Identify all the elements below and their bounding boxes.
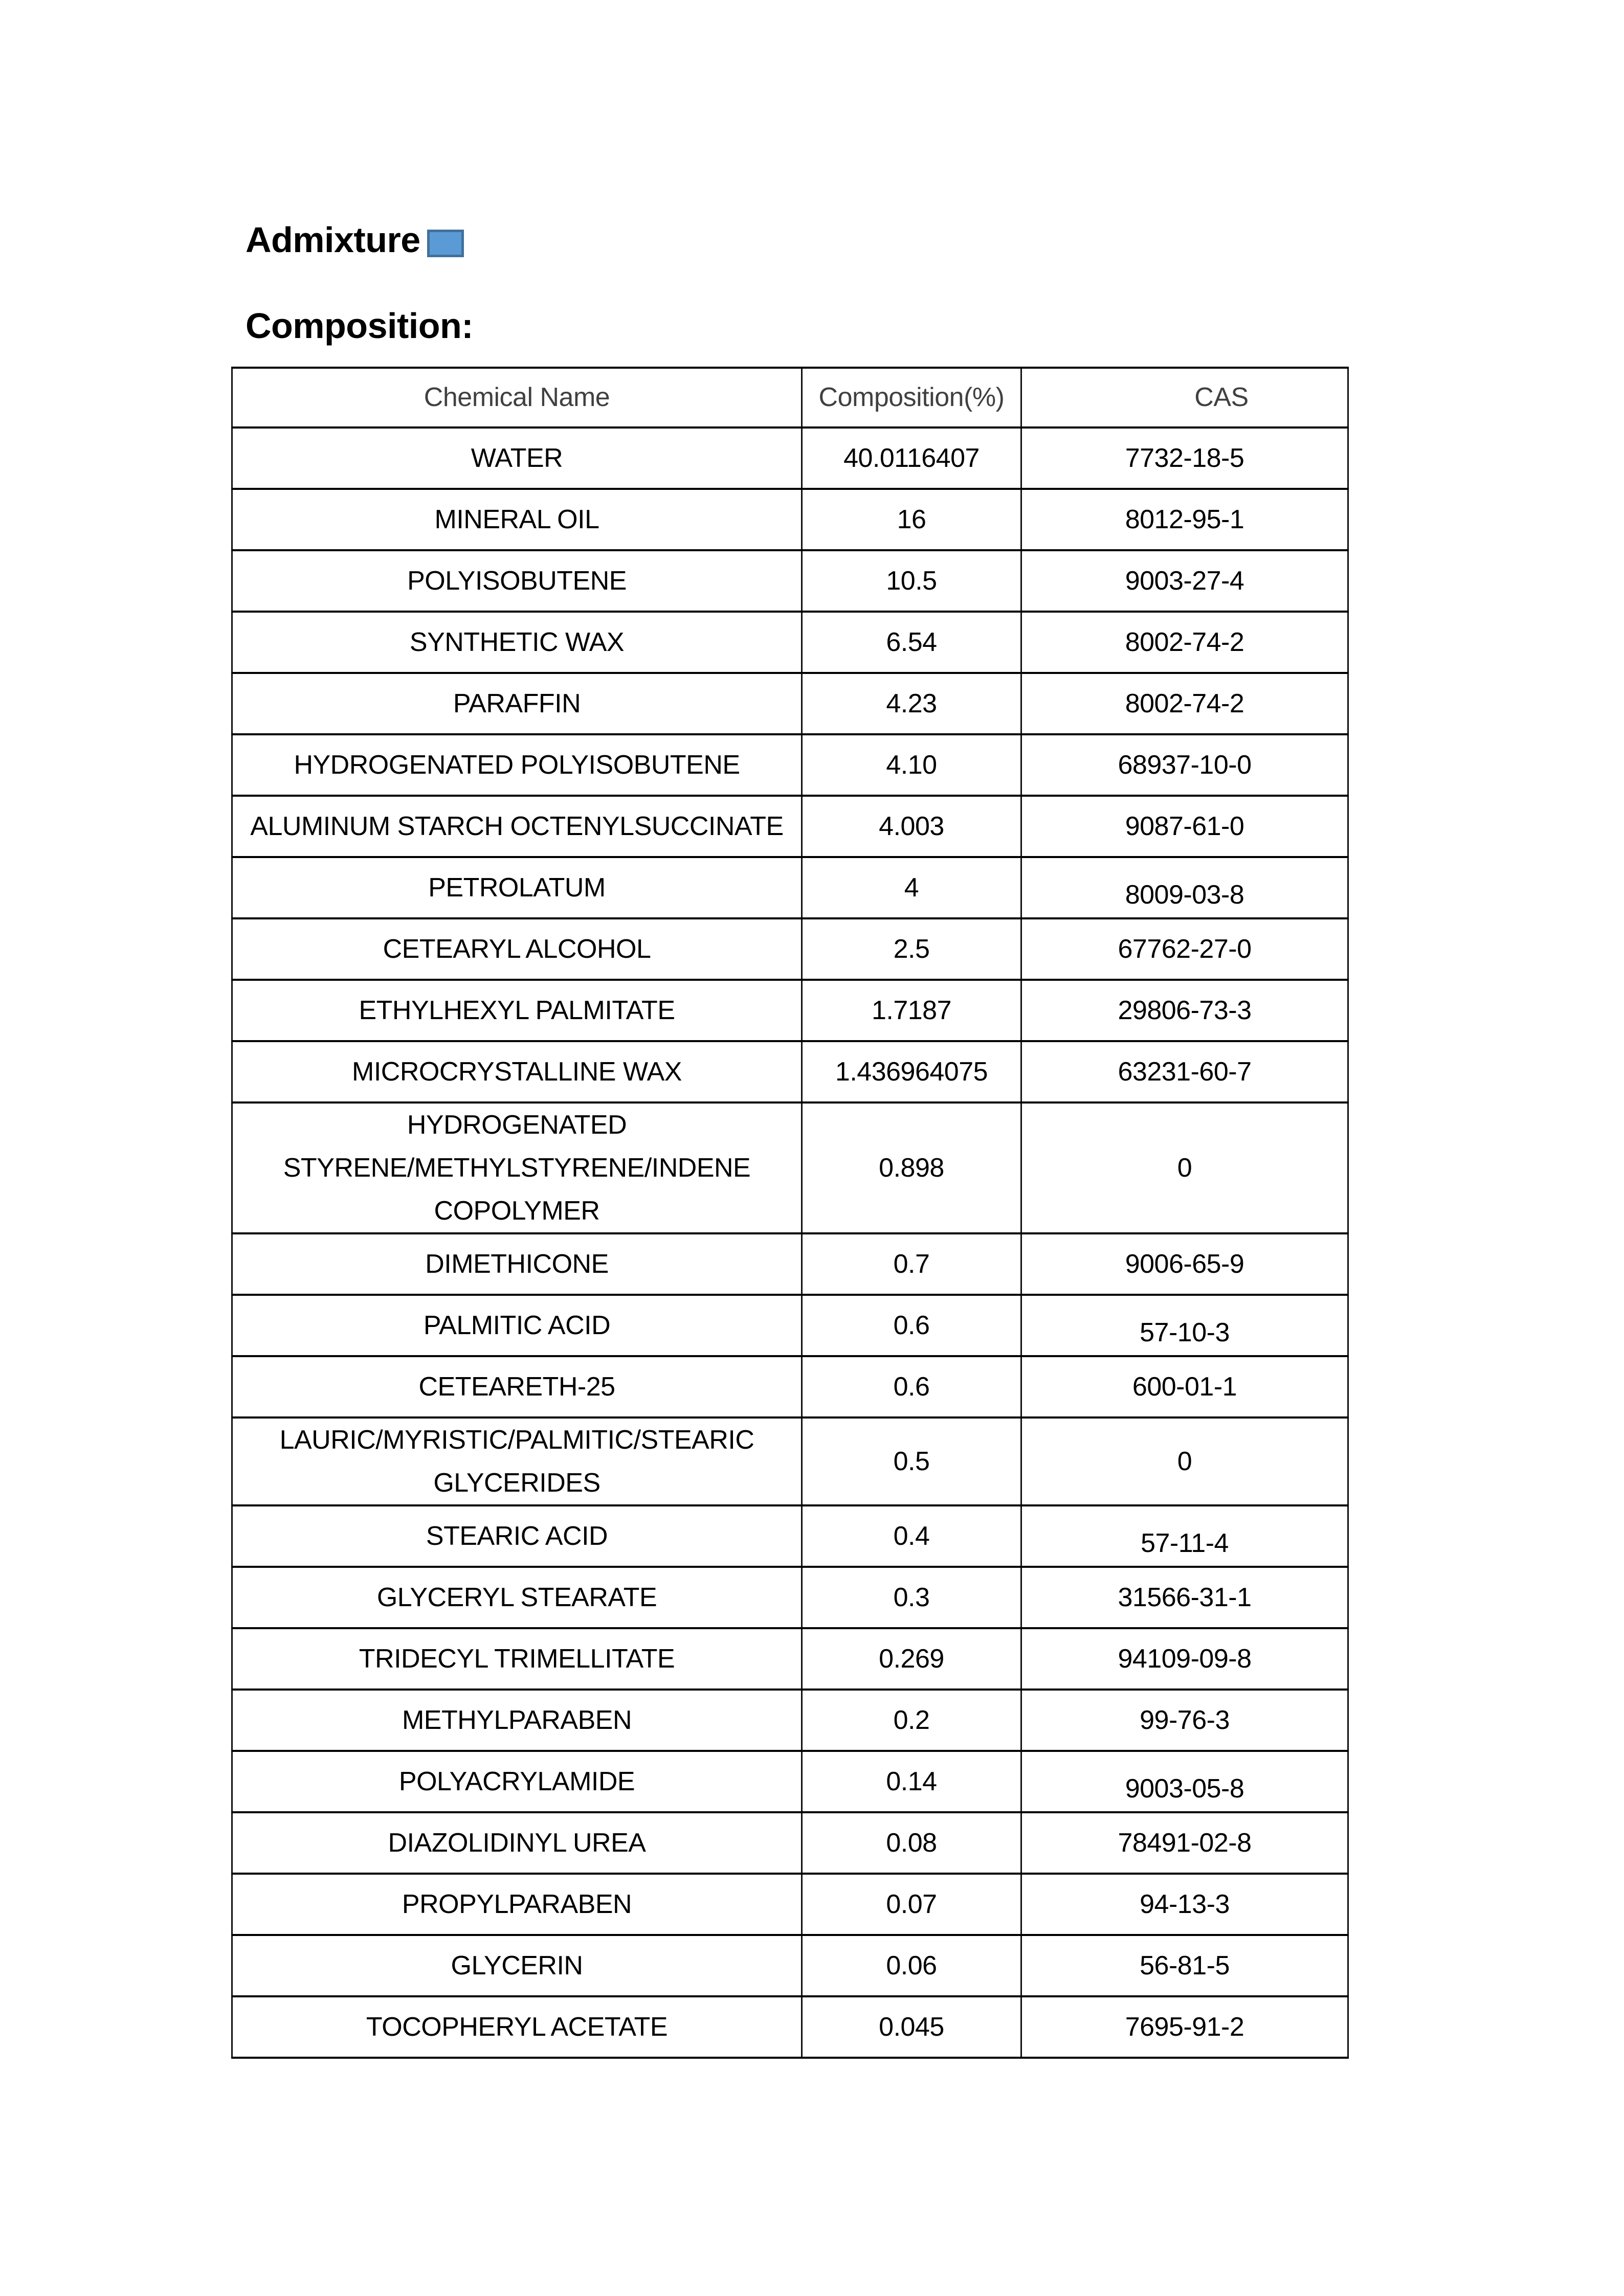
table-row — [232, 427, 1348, 489]
table-row — [232, 1812, 1348, 1874]
composition-value: 0.045 — [879, 2012, 944, 2042]
table-row — [232, 1505, 1348, 1567]
chemical-name-line: STYRENE/METHYLSTYRENE/INDENE — [283, 1153, 751, 1183]
cas-cell — [1021, 796, 1348, 857]
composition-value: 16 — [897, 505, 926, 534]
chemical-name: PARAFFIN — [453, 689, 581, 718]
chemical-name: HYDROGENATED POLYISOBUTENE — [294, 750, 740, 780]
composition-value: 0.6 — [893, 1372, 930, 1402]
composition-cell — [802, 1812, 1021, 1874]
composition-cell — [802, 857, 1021, 918]
chemical-name: TRIDECYL TRIMELLITATE — [359, 1644, 675, 1674]
cas-number: 94-13-3 — [1140, 1889, 1230, 1919]
chemical-name-cell — [232, 1102, 802, 1233]
table-row — [232, 734, 1348, 796]
chemical-name-cell — [232, 1505, 802, 1567]
cas-number: 57-10-3 — [1140, 1318, 1230, 1347]
cas-number: 9006-65-9 — [1125, 1249, 1244, 1279]
cas-cell — [1021, 1690, 1348, 1751]
chemical-name-cell — [232, 796, 802, 857]
cas-number: 67762-27-0 — [1118, 934, 1252, 964]
chemical-name-cell — [232, 1812, 802, 1874]
cas-cell — [1021, 1417, 1348, 1505]
chemical-name-cell — [232, 1567, 802, 1628]
chemical-name-cell — [232, 1041, 802, 1102]
composition-value: 4.23 — [886, 689, 937, 718]
cas-number: 0 — [1177, 1153, 1192, 1183]
cas-number: 29806-73-3 — [1118, 996, 1252, 1025]
composition-value: 0.07 — [886, 1889, 937, 1919]
cas-number: 9003-05-8 — [1125, 1774, 1244, 1804]
composition-cell — [802, 427, 1021, 489]
chemical-name: METHYLPARABEN — [402, 1705, 632, 1735]
cas-number: 0 — [1177, 1447, 1192, 1476]
table-header-row — [232, 368, 1348, 427]
section-heading: Composition: — [246, 306, 474, 346]
table-row — [232, 1233, 1348, 1295]
chemical-name-cell — [232, 980, 802, 1041]
composition-value: 0.08 — [886, 1828, 937, 1858]
composition-value: 0.4 — [893, 1521, 930, 1551]
composition-cell — [802, 1505, 1021, 1567]
cas-cell — [1021, 1996, 1348, 2058]
cas-cell — [1021, 1935, 1348, 1996]
table-row — [232, 1751, 1348, 1812]
composition-cell — [802, 980, 1021, 1041]
chemical-name-cell — [232, 857, 802, 918]
chemical-name-cell — [232, 1233, 802, 1295]
chemical-name-cell — [232, 1356, 802, 1417]
composition-cell — [802, 1874, 1021, 1935]
chemical-name-cell — [232, 489, 802, 550]
composition-value: 0.6 — [893, 1311, 930, 1340]
header-composition-label: Composition(%) — [818, 382, 1005, 412]
chemical-name: POLYACRYLAMIDE — [398, 1767, 635, 1796]
chemical-name-line: GLYCERIDES — [433, 1468, 600, 1498]
cas-cell — [1021, 918, 1348, 980]
composition-cell — [802, 918, 1021, 980]
cas-number: 9087-61-0 — [1125, 812, 1244, 841]
table-row — [232, 550, 1348, 612]
chemical-name: GLYCERIN — [451, 1951, 583, 1980]
chemical-name-cell — [232, 550, 802, 612]
composition-cell — [802, 1935, 1021, 1996]
composition-value: 0.14 — [886, 1767, 937, 1796]
composition-cell — [802, 1628, 1021, 1690]
table-row — [232, 1874, 1348, 1935]
chemical-name-cell — [232, 918, 802, 980]
cas-number: 7695-91-2 — [1125, 2012, 1244, 2042]
cas-cell — [1021, 1505, 1348, 1567]
composition-value: 4.003 — [879, 812, 944, 841]
cas-number: 94109-09-8 — [1118, 1644, 1252, 1674]
chemical-name-cell — [232, 1751, 802, 1812]
cas-cell — [1021, 857, 1348, 918]
table-row — [232, 1935, 1348, 1996]
header-chemical-name-label: Chemical Name — [424, 382, 610, 412]
composition-cell — [802, 489, 1021, 550]
table-row — [232, 1295, 1348, 1356]
table-row — [232, 918, 1348, 980]
composition-table — [231, 367, 1349, 2059]
document-title: Admixture — [246, 220, 420, 260]
cas-cell — [1021, 673, 1348, 734]
cas-cell — [1021, 1812, 1348, 1874]
composition-cell — [802, 612, 1021, 673]
composition-cell — [802, 1041, 1021, 1102]
composition-cell — [802, 1295, 1021, 1356]
composition-value: 2.5 — [893, 934, 930, 964]
chemical-name: WATER — [471, 443, 563, 473]
header-composition — [802, 368, 1021, 427]
cas-number: 56-81-5 — [1140, 1951, 1230, 1980]
composition-value: 0.5 — [893, 1447, 930, 1476]
table-row — [232, 673, 1348, 734]
cas-cell — [1021, 1874, 1348, 1935]
cas-number: 8002-74-2 — [1125, 627, 1244, 657]
composition-cell — [802, 1102, 1021, 1233]
composition-cell — [802, 550, 1021, 612]
cas-cell — [1021, 489, 1348, 550]
chemical-name-cell — [232, 673, 802, 734]
chemical-name-cell — [232, 1690, 802, 1751]
cas-number: 99-76-3 — [1140, 1705, 1230, 1735]
composition-cell — [802, 1996, 1021, 2058]
chemical-name-cell — [232, 1996, 802, 2058]
cas-number: 8002-74-2 — [1125, 689, 1244, 718]
cas-number: 7732-18-5 — [1125, 443, 1244, 473]
table-row — [232, 1417, 1348, 1505]
chemical-name: PETROLATUM — [428, 873, 606, 903]
table-row — [232, 857, 1348, 918]
composition-value: 4 — [904, 873, 919, 903]
composition-value: 0.06 — [886, 1951, 937, 1980]
chemical-name: POLYISOBUTENE — [407, 566, 627, 596]
chemical-name: DIAZOLIDINYL UREA — [388, 1828, 646, 1858]
composition-cell — [802, 1751, 1021, 1812]
chemical-name: PALMITIC ACID — [423, 1311, 611, 1340]
cas-cell — [1021, 550, 1348, 612]
header-cas — [1021, 368, 1348, 427]
cas-cell — [1021, 1295, 1348, 1356]
chemical-name-line: COPOLYMER — [434, 1196, 600, 1226]
cas-number: 600-01-1 — [1132, 1372, 1237, 1402]
cas-number: 31566-31-1 — [1118, 1583, 1252, 1612]
chemical-name: DIMETHICONE — [425, 1249, 609, 1279]
cas-number: 57-11-4 — [1141, 1528, 1229, 1558]
table-row — [232, 1041, 1348, 1102]
table-row — [232, 980, 1348, 1041]
table-row — [232, 1102, 1348, 1233]
chemical-name-cell — [232, 1417, 802, 1505]
composition-value: 1.7187 — [871, 996, 952, 1025]
table-row — [232, 796, 1348, 857]
chemical-name: PROPYLPARABEN — [402, 1889, 632, 1919]
cas-number: 68937-10-0 — [1118, 750, 1252, 780]
cas-number: 8009-03-8 — [1125, 880, 1244, 910]
chemical-name-cell — [232, 734, 802, 796]
chemical-name-line: HYDROGENATED — [407, 1110, 627, 1140]
cas-cell — [1021, 1567, 1348, 1628]
composition-cell — [802, 673, 1021, 734]
chemical-name-cell — [232, 1935, 802, 1996]
chemical-name-cell — [232, 427, 802, 489]
composition-cell — [802, 1233, 1021, 1295]
cas-cell — [1021, 1041, 1348, 1102]
chemical-name: MINERAL OIL — [434, 505, 599, 534]
composition-value: 6.54 — [886, 627, 937, 657]
composition-cell — [802, 1567, 1021, 1628]
table-body — [232, 427, 1348, 2058]
cas-number: 9003-27-4 — [1125, 566, 1244, 596]
cas-cell — [1021, 1356, 1348, 1417]
chemical-name: GLYCERYL STEARATE — [376, 1583, 657, 1612]
chemical-name-cell — [232, 612, 802, 673]
composition-cell — [802, 1690, 1021, 1751]
table-row — [232, 1690, 1348, 1751]
cas-cell — [1021, 734, 1348, 796]
cas-number: 63231-60-7 — [1118, 1057, 1252, 1087]
composition-value: 4.10 — [886, 750, 937, 780]
table-row — [232, 1356, 1348, 1417]
cas-cell — [1021, 1628, 1348, 1690]
table-row — [232, 1567, 1348, 1628]
header-cas-label: CAS — [1194, 382, 1249, 412]
composition-value: 40.0116407 — [843, 443, 980, 473]
composition-value: 0.269 — [879, 1644, 944, 1674]
chemical-name: CETEARETH-25 — [418, 1372, 615, 1402]
cas-number: 78491-02-8 — [1118, 1828, 1252, 1858]
chemical-name: ETHYLHEXYL PALMITATE — [359, 996, 675, 1025]
table-row — [232, 489, 1348, 550]
composition-value: 0.7 — [893, 1249, 930, 1279]
chemical-name: SYNTHETIC WAX — [409, 627, 625, 657]
table-row — [232, 1996, 1348, 2058]
chemical-name: STEARIC ACID — [426, 1521, 608, 1551]
cas-cell — [1021, 980, 1348, 1041]
cas-cell — [1021, 427, 1348, 489]
chemical-name-cell — [232, 1874, 802, 1935]
chemical-name: TOCOPHERYL ACETATE — [366, 2012, 668, 2042]
composition-value: 0.3 — [893, 1583, 930, 1612]
chemical-name-line: LAURIC/MYRISTIC/PALMITIC/STEARIC — [279, 1425, 754, 1455]
cas-cell — [1021, 612, 1348, 673]
chemical-name-cell — [232, 1295, 802, 1356]
composition-cell — [802, 1417, 1021, 1505]
cas-cell — [1021, 1102, 1348, 1233]
cas-cell — [1021, 1233, 1348, 1295]
composition-value: 0.2 — [893, 1705, 930, 1735]
header-chemical-name — [232, 368, 802, 427]
composition-value: 10.5 — [886, 566, 937, 596]
table-row — [232, 612, 1348, 673]
chemical-name: ALUMINUM STARCH OCTENYLSUCCINATE — [250, 812, 784, 841]
composition-cell — [802, 796, 1021, 857]
table-row — [232, 1628, 1348, 1690]
chemical-name: MICROCRYSTALLINE WAX — [352, 1057, 682, 1087]
composition-value: 0.898 — [879, 1153, 944, 1183]
title-color-swatch — [427, 230, 464, 257]
chemical-name-cell — [232, 1628, 802, 1690]
cas-number: 8012-95-1 — [1125, 505, 1244, 534]
composition-cell — [802, 734, 1021, 796]
composition-cell — [802, 1356, 1021, 1417]
composition-value: 1.436964075 — [835, 1057, 988, 1087]
cas-cell — [1021, 1751, 1348, 1812]
chemical-name: CETEARYL ALCOHOL — [383, 934, 651, 964]
